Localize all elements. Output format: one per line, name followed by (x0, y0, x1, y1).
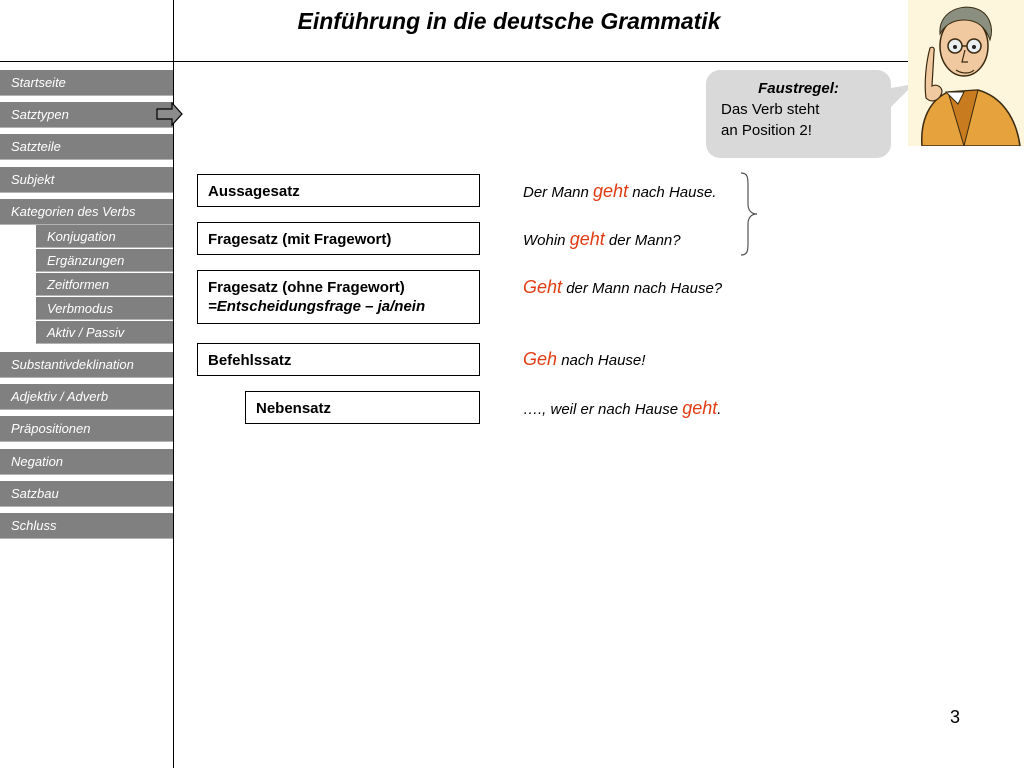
example-verb: geht (682, 398, 718, 418)
page-title: Einführung in die deutsche Grammatik (297, 8, 721, 34)
box-fragesatz-ohne-fragewort (197, 270, 480, 324)
example-fragesatz-mit (523, 229, 681, 250)
example-text: . (717, 401, 722, 418)
nav-subitem-ergaenzungen[interactable]: Ergänzungen (36, 249, 173, 272)
example-aussagesatz (523, 181, 716, 202)
nav-item-satzbau[interactable]: Satzbau (0, 481, 173, 507)
nav-item-praepositionen[interactable]: Präpositionen (0, 416, 173, 442)
box-befehlssatz-label: Befehlssatz (208, 352, 292, 369)
example-text: …., weil er nach Hause (523, 401, 683, 418)
header-divider (0, 61, 910, 62)
box-fragesatz-mit-label: Fragesatz (mit Fragewort) (208, 231, 392, 248)
box-entscheidungsfrage-label: =Entscheidungsfrage – ja/nein (208, 298, 426, 315)
example-text: nach Hause! (557, 352, 646, 369)
example-text: der Mann? (604, 232, 681, 249)
example-text: nach Hause. (628, 184, 717, 201)
nav-item-adjektiv-adverb[interactable]: Adjektiv / Adverb (0, 384, 173, 410)
curly-brace-shape (740, 172, 758, 256)
example-befehlssatz (523, 349, 645, 370)
example-text: Wohin (523, 232, 570, 249)
nav-subitem-aktiv-passiv[interactable]: Aktiv / Passiv (36, 321, 173, 344)
example-verb: geht (593, 181, 629, 201)
professor-mascot-image (908, 0, 1024, 146)
box-fragesatz-mit-fragewort (197, 222, 480, 255)
example-text: Der Mann (523, 184, 594, 201)
nav-subitem-verbmodus[interactable]: Verbmodus (36, 297, 173, 320)
page-number: 3 (950, 707, 961, 727)
box-befehlssatz (197, 343, 480, 376)
nav-item-satztypen[interactable]: Satztypen (0, 102, 173, 128)
bubble-text-line-1: Das Verb steht (721, 101, 820, 118)
nav-item-negation[interactable]: Negation (0, 449, 173, 475)
example-verb: Geht (523, 277, 563, 297)
nav-item-substantivdeklination[interactable]: Substantivdeklination (0, 352, 173, 378)
box-aussagesatz (197, 174, 480, 207)
nav-subitem-zeitformen[interactable]: Zeitformen (36, 273, 173, 296)
nav-item-startseite[interactable]: Startseite (0, 70, 173, 96)
nav-item-subjekt[interactable]: Subjekt (0, 167, 173, 193)
bubble-text-line-2: an Position 2! (721, 122, 812, 139)
example-text: der Mann nach Hause? (562, 280, 723, 297)
box-nebensatz-label: Nebensatz (256, 400, 332, 417)
box-nebensatz (245, 391, 480, 424)
example-nebensatz (523, 398, 721, 419)
example-fragesatz-ohne (523, 277, 722, 298)
example-verb: geht (569, 229, 605, 249)
nav-subitem-konjugation[interactable]: Konjugation (36, 225, 173, 248)
box-fragesatz-ohne-label: Fragesatz (ohne Fragewort) (208, 279, 405, 296)
nav-item-schluss[interactable]: Schluss (0, 513, 173, 539)
nav-item-kategorien-des-verbs[interactable]: Kategorien des Verbs (0, 199, 173, 225)
current-page-arrow-icon (156, 102, 184, 126)
box-aussagesatz-label: Aussagesatz (208, 183, 300, 200)
bubble-title: Faustregel: (758, 80, 839, 97)
nav-item-satzteile[interactable]: Satzteile (0, 134, 173, 160)
example-verb: Geh (523, 349, 558, 369)
